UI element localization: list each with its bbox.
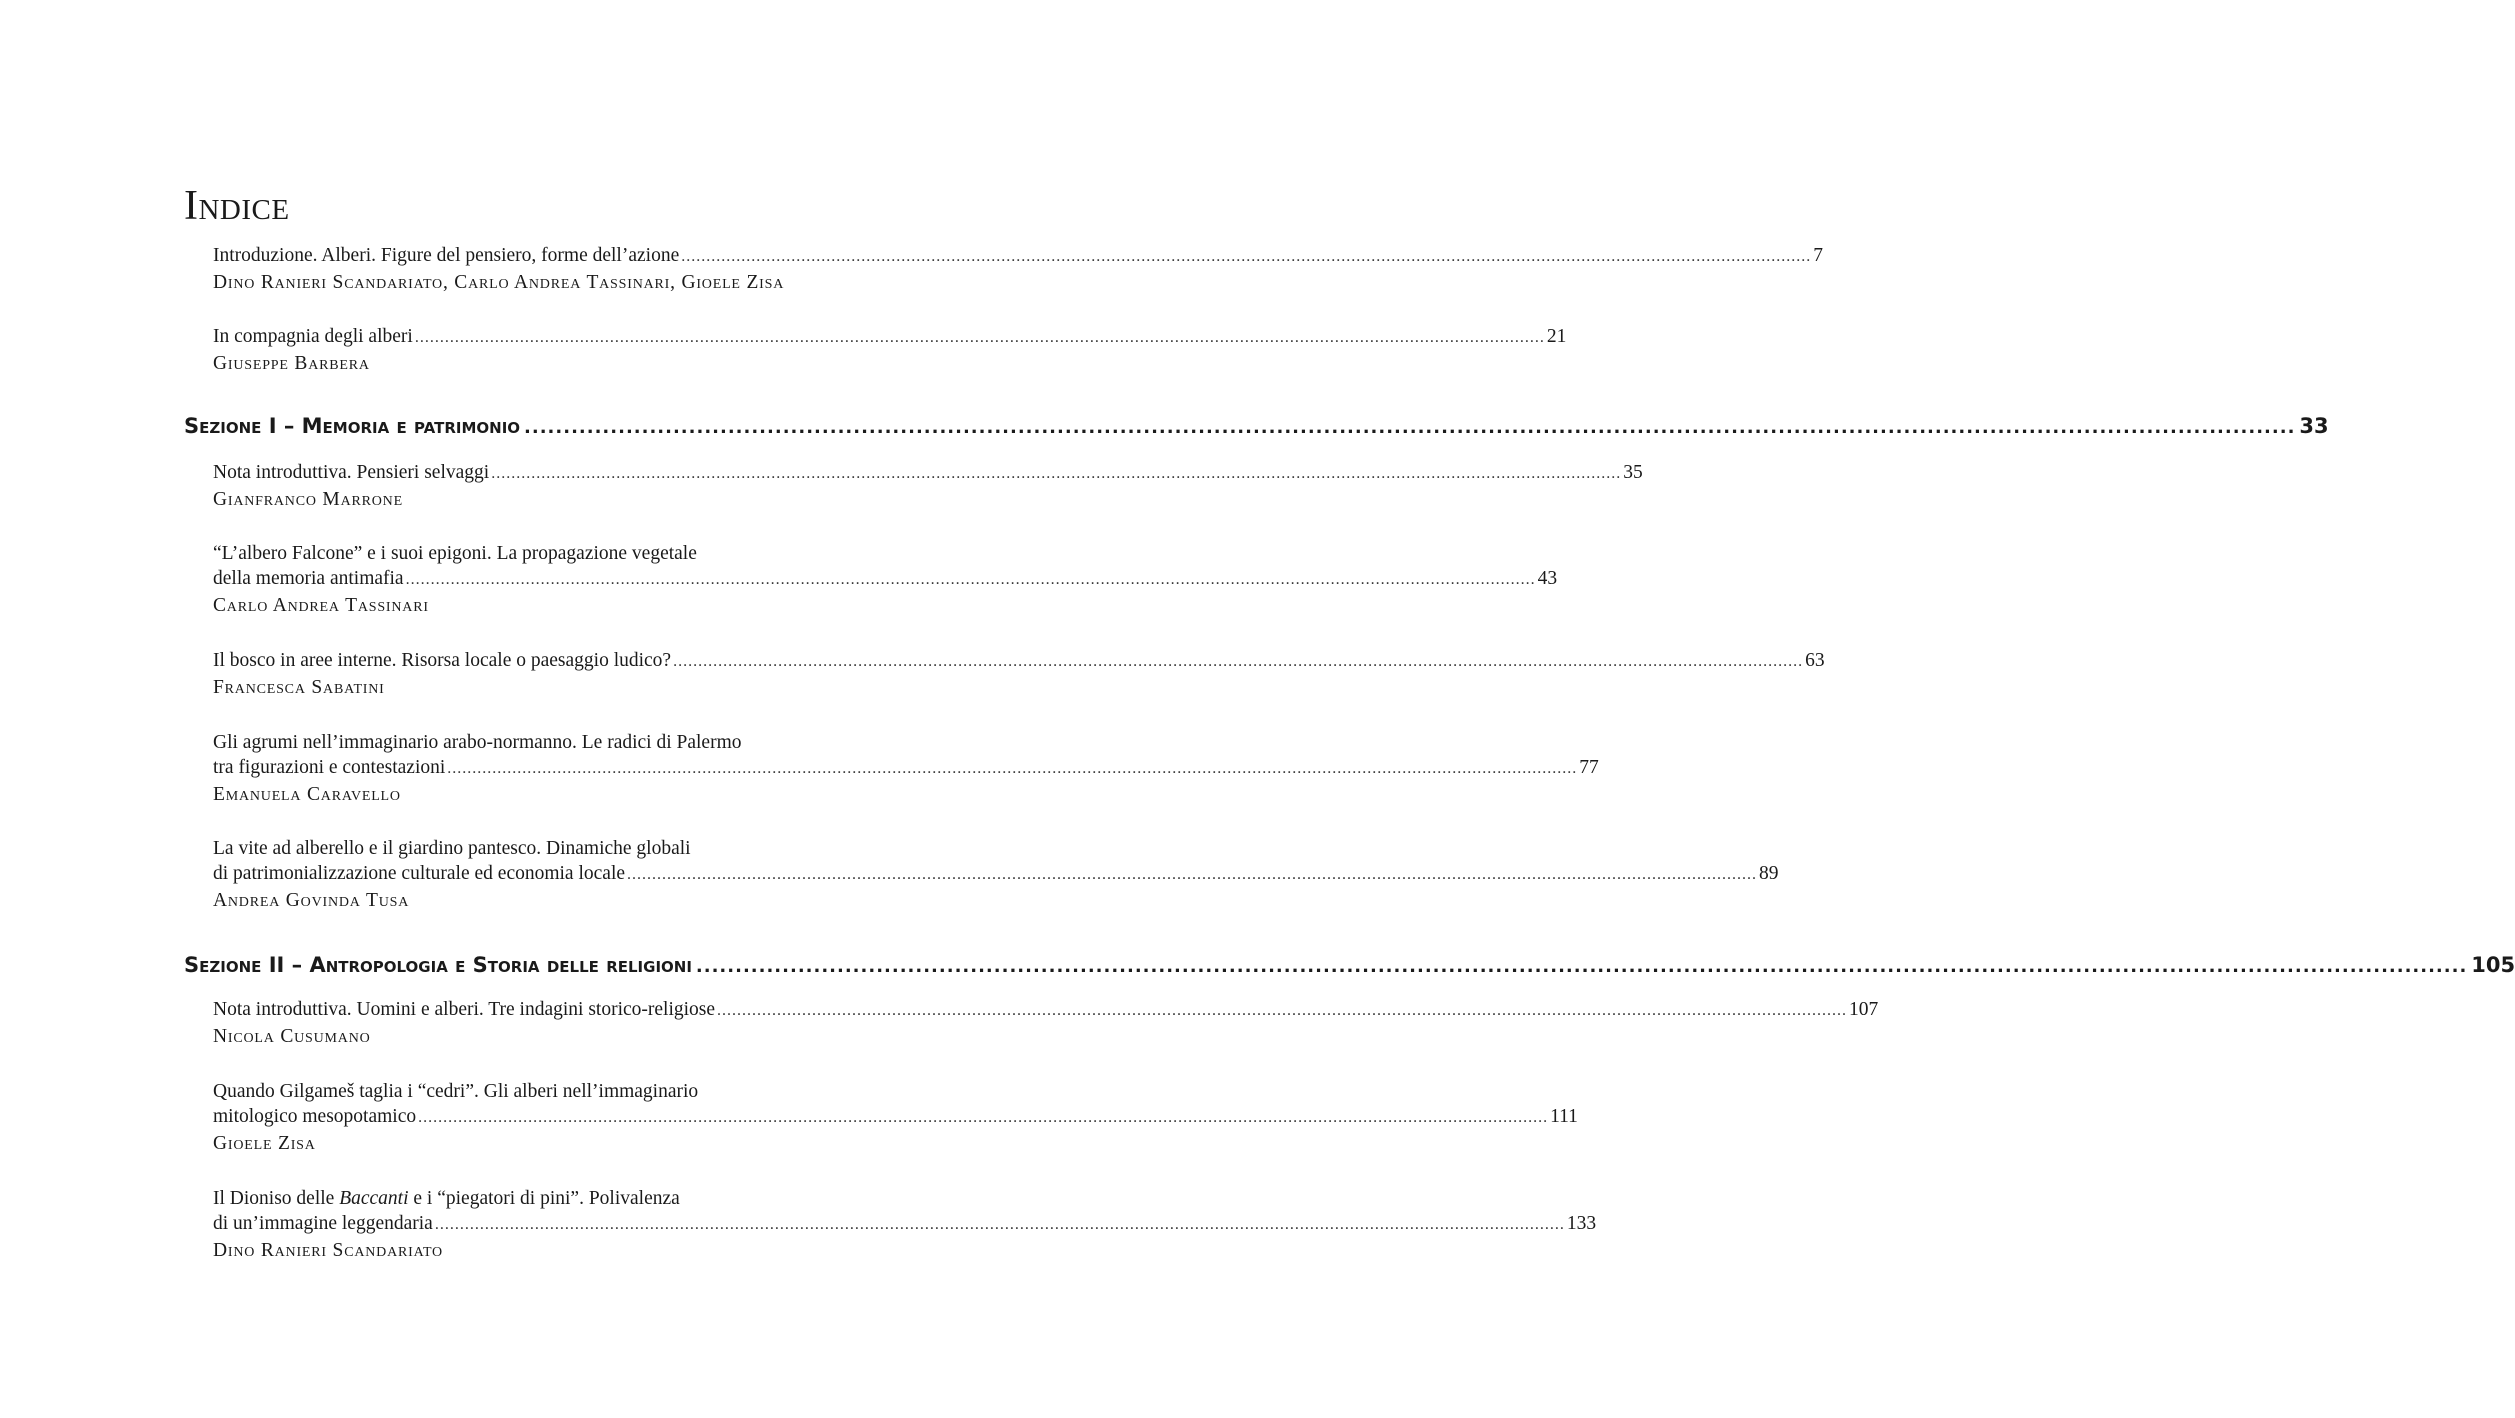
toc-entry[interactable] [213, 836, 1779, 915]
entry-title-line: “L’albero Falcone” e i suoi epigoni. La propagazione vegetale [213, 543, 697, 564]
page-number: 33 [2299, 414, 2329, 438]
entry-author: Gianfranco Marrone [213, 489, 403, 510]
page-number: 133 [1566, 1213, 1597, 1234]
entry-title-line: della memoria antimafia .................................................................................................................................................................................................................................. 43 [213, 566, 856, 592]
page-number: 89 [1759, 863, 1779, 884]
page-number: 105 [2471, 953, 2515, 977]
dot-leader: .................................................................................................................................................................................................................................. [627, 866, 1758, 883]
toc-entry[interactable] [213, 1186, 1597, 1265]
entry-author: Dino Ranieri Scandariato [213, 1240, 443, 1261]
page-number: 77 [1579, 757, 1599, 778]
toc-entry[interactable] [213, 243, 1823, 297]
toc-entry[interactable] [213, 541, 1558, 620]
dot-leader: .................................................................................................................................................................................................................................. [695, 956, 2468, 977]
dot-leader: .................................................................................................................................................................................................................................. [717, 1002, 1848, 1019]
entry-author: Francesca Sabatini [213, 677, 385, 698]
entry-title-line: Il bosco in aree interne. Risorsa locale o paesaggio ludico? .................................................................................................................................................................................................................................. 63 [213, 648, 856, 674]
page-number: 111 [1550, 1106, 1578, 1127]
entry-title-line: Quando Gilgameš taglia i “cedri”. Gli alberi nell’immaginario [213, 1081, 699, 1102]
entry-title-line: Nota introduttiva. Uomini e alberi. Tre indagini storico-religiose .................................................................................................................................................................................................................................. 107 [213, 997, 856, 1023]
entry-title-line: La vite ad alberello e il giardino pantesco. Dinamiche globali [213, 838, 691, 859]
page-number: 21 [1546, 326, 1567, 347]
dot-leader: .................................................................................................................................................................................................................................. [414, 329, 1545, 346]
entry-author: Dino Ranieri Scandariato, Carlo Andrea Tassinari, Gioele Zisa [213, 272, 785, 293]
entry-author: Carlo Andrea Tassinari [213, 595, 429, 616]
toc-entry[interactable] [213, 324, 1567, 378]
dot-leader: .................................................................................................................................................................................................................................. [447, 760, 1578, 777]
entry-author: Nicola Cusumano [213, 1026, 371, 1047]
entry-author: Gioele Zisa [213, 1133, 316, 1154]
entry-author: Giuseppe Barbera [213, 353, 370, 374]
page-number: 107 [1849, 999, 1879, 1020]
toc-entry[interactable] [213, 1079, 1578, 1158]
page-number: 43 [1537, 568, 1558, 589]
dot-leader: .................................................................................................................................................................................................................................. [434, 1216, 1565, 1233]
section-heading[interactable]: Sezione I – Memoria e patrimonio .................................................................................................................................................................................................................................. 33 [184, 412, 856, 442]
dot-leader: .................................................................................................................................................................................................................................. [418, 1109, 1549, 1126]
page-number: 35 [1623, 462, 1643, 483]
entry-title-line: di patrimonializzazione culturale ed economia locale .................................................................................................................................................................................................................................. 89 [213, 861, 856, 887]
entry-author: Andrea Govinda Tusa [213, 890, 410, 911]
entry-title-line: di un’immagine leggendaria .................................................................................................................................................................................................................................. 133 [213, 1211, 856, 1237]
page-title: Indice [184, 183, 290, 229]
dot-leader: .................................................................................................................................................................................................................................. [524, 417, 2296, 438]
section-heading[interactable]: Sezione II – Antropologia e Storia delle religioni .................................................................................................................................................................................................................................. 105 [184, 951, 856, 981]
dot-leader: .................................................................................................................................................................................................................................. [405, 571, 1536, 588]
dot-leader: .................................................................................................................................................................................................................................. [681, 248, 1812, 265]
entry-title-line: mitologico mesopotamico .................................................................................................................................................................................................................................. 111 [213, 1104, 856, 1130]
toc-entry[interactable] [213, 997, 1879, 1051]
dot-leader: .................................................................................................................................................................................................................................. [673, 653, 1804, 670]
toc-entry[interactable] [213, 730, 1599, 809]
entry-title-line: Nota introduttiva. Pensieri selvaggi .................................................................................................................................................................................................................................. 35 [213, 460, 856, 486]
toc-entry[interactable] [213, 460, 1643, 514]
dot-leader: .................................................................................................................................................................................................................................. [491, 465, 1622, 482]
page-number: 63 [1805, 650, 1825, 671]
entry-title-line: Introduzione. Alberi. Figure del pensiero, forme dell’azione .................................................................................................................................................................................................................................. 7 [213, 243, 856, 269]
entry-author: Emanuela Caravello [213, 784, 401, 805]
toc-entry[interactable] [213, 648, 1825, 702]
entry-title-line: tra figurazioni e contestazioni .................................................................................................................................................................................................................................. 77 [213, 755, 856, 781]
entry-title-line: In compagnia degli alberi .................................................................................................................................................................................................................................. 21 [213, 324, 856, 350]
entry-title-line: Gli agrumi nell’immaginario arabo-normanno. Le radici di Palermo [213, 732, 742, 753]
page-number: 7 [1813, 245, 1823, 266]
entry-title-line: Il Dioniso delle Baccanti e i “piegatori di pini”. Polivalenza [213, 1188, 680, 1209]
